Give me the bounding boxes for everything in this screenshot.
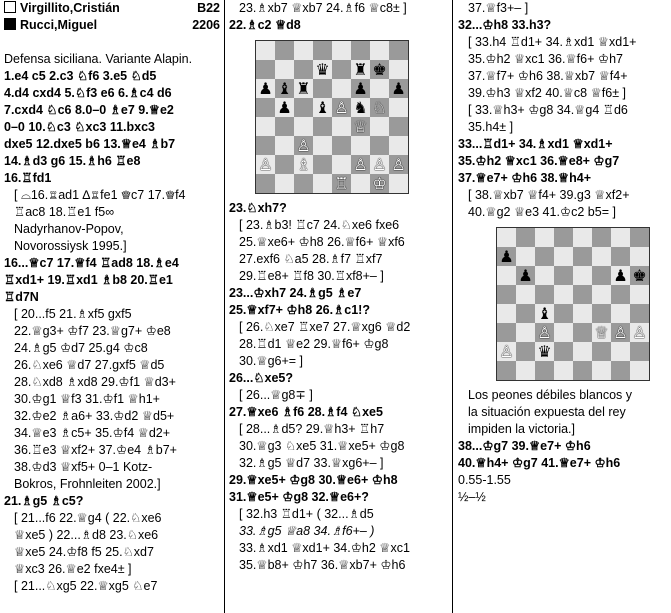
move-line: 37.♕e7+ ♔h6 38.♕h4+	[458, 171, 591, 185]
board-square	[573, 342, 592, 361]
board-square	[294, 136, 313, 155]
board-square	[351, 117, 370, 136]
move-line: ♖d7N	[4, 290, 39, 304]
move-line: ♕xe5 ) 22...♗d8 23.♘xe6	[14, 528, 159, 542]
chess-piece-icon: ♚	[632, 266, 647, 285]
move-line: 7.cxd4 ♘c6 8.0–0 ♗e7 9.♕e2	[4, 103, 174, 117]
move-line: 40.♕h4+ ♔g7 41.♕e7+ ♔h6	[458, 456, 621, 470]
board-square	[275, 60, 294, 79]
chess-piece-icon: ♞	[353, 98, 368, 117]
move-line: impiden la victoria.]	[468, 422, 575, 436]
board-square	[294, 79, 313, 98]
board-square	[611, 342, 630, 361]
move-line: 28.♖d1 ♕e2 29.♕f6+ ♔g8	[239, 337, 389, 351]
board-square	[611, 361, 630, 380]
move-line: 30.♔g1 ♕f3 31.♔f1 ♕h1+	[14, 392, 160, 406]
board-square	[592, 247, 611, 266]
col3-top-moves	[458, 0, 668, 221]
chess-piece-icon: ♟	[499, 247, 514, 266]
board-square	[256, 79, 275, 98]
board-square	[630, 247, 649, 266]
board-square	[294, 41, 313, 60]
move-line: 21.♗g5 ♗c5?	[4, 494, 84, 508]
board-square	[554, 285, 573, 304]
move-line: 16.♖fd1	[4, 171, 52, 185]
board-square	[554, 228, 573, 247]
move-line: 25.♕xf7+ ♔h8 26.♗c1!?	[229, 303, 370, 317]
chess-piece-icon: ♙	[334, 98, 349, 117]
col2-top-moves	[229, 0, 445, 34]
board-square	[516, 304, 535, 323]
move-line: 34.♕e3 ♗c5+ 35.♔f4 ♕d2+	[14, 426, 171, 440]
board-square	[294, 117, 313, 136]
column-1	[4, 0, 220, 613]
chess-diagram-1	[255, 40, 409, 194]
board-square	[497, 228, 516, 247]
move-line: 31.♕e5+ ♔g8 32.♕e6+?	[229, 490, 369, 504]
chess-diagram-2	[496, 227, 650, 381]
board-square	[554, 304, 573, 323]
board-square	[294, 98, 313, 117]
board-square	[275, 155, 294, 174]
board-square	[370, 41, 389, 60]
board-square	[370, 136, 389, 155]
move-line: 33.♗xd1 ♕xd1+ 34.♔h2 ♕xc1	[239, 541, 410, 555]
board-square	[573, 304, 592, 323]
chess-piece-icon: ♟	[353, 79, 368, 98]
move-line: [ 33.♕h3+ ♔g8 34.♕g4 ♖d6	[468, 103, 628, 117]
move-line: 0–0 10.♘c3 ♘xc3 11.bxc3	[4, 120, 156, 134]
white-player-name: Virgillito,Cristián	[20, 1, 120, 15]
move-line: [ 33.h4 ♖d1+ 34.♗xd1 ♕xd1+	[468, 35, 637, 49]
move-line: Los peones débiles blancos y	[468, 388, 633, 402]
move-line: ♖ac8 18.♖e1 f5∞	[14, 205, 115, 219]
move-line: [ 38.♕xb7 ♕f4+ 39.g3 ♕xf2+	[468, 188, 630, 202]
chess-piece-icon: ♙	[296, 136, 311, 155]
chess-piece-icon: ♛	[315, 60, 330, 79]
board-square	[370, 98, 389, 117]
move-line: 40.♕g2 ♕e3 41.♔c2 b5= ]	[468, 205, 616, 219]
board-square	[554, 342, 573, 361]
chess-piece-icon: ♘	[372, 98, 387, 117]
board-square	[497, 247, 516, 266]
move-line: 23.♘xh7?	[229, 201, 287, 215]
board-square	[535, 266, 554, 285]
board-square	[516, 323, 535, 342]
opening-name: Defensa siciliana. Variante Alapin.	[4, 52, 193, 66]
board-square	[389, 174, 408, 193]
board-square	[294, 60, 313, 79]
board-square	[313, 174, 332, 193]
board-square	[630, 323, 649, 342]
board-square	[516, 266, 535, 285]
move-line: 38.♔d3 ♕xf5+ 0–1 Kotz-	[14, 460, 153, 474]
board-square	[313, 98, 332, 117]
move-line: [ ⌓16.♖ad1 ∆♖fe1 ♕c7 17.♕f4	[14, 188, 186, 202]
move-line: 26...♘xe5?	[229, 371, 294, 385]
board-square	[389, 41, 408, 60]
board-square	[497, 285, 516, 304]
move-line: 35.♔h2 ♕xc1 36.♕e8+ ♔g7	[458, 154, 620, 168]
move-line: 27.exf6 ♘a5 28.♗f7 ♖xf7	[239, 252, 383, 266]
column-divider-2	[452, 0, 453, 613]
board-square	[630, 266, 649, 285]
move-line: 28.♘xd8 ♗xd8 29.♔f1 ♕d3+	[14, 375, 176, 389]
chess-piece-icon: ♚	[372, 60, 387, 79]
board-square	[497, 266, 516, 285]
board-square	[573, 266, 592, 285]
board-square	[370, 117, 389, 136]
board-square	[332, 41, 351, 60]
move-line: 33.♗g5 ♕a8 34.♗f6+– )	[239, 524, 375, 538]
board-square	[592, 323, 611, 342]
board-square	[313, 79, 332, 98]
board-square	[370, 174, 389, 193]
board-square	[535, 285, 554, 304]
chess-piece-icon: ♕	[353, 117, 368, 136]
board-square	[554, 361, 573, 380]
move-line: 30.♕g6+= ]	[239, 354, 304, 368]
move-line: 22.♕g3+ ♔f7 23.♕g7+ ♔e8	[14, 324, 171, 338]
board-square	[275, 41, 294, 60]
move-line: ½–½	[458, 490, 486, 504]
board-square	[389, 155, 408, 174]
board-square	[256, 155, 275, 174]
board-square	[516, 285, 535, 304]
board-square	[351, 98, 370, 117]
move-line: 16...♕c7 17.♕f4 ♖ad8 18.♗e4	[4, 256, 179, 270]
board-square	[573, 247, 592, 266]
move-line: [ 21...♘xg5 22.♕xg5 ♘e7	[14, 579, 158, 593]
move-line: 25.♕xe6+ ♔h8 26.♕f6+ ♕xf6	[239, 235, 405, 249]
board-square	[611, 304, 630, 323]
board-square	[497, 361, 516, 380]
move-line: [ 28...♗d5? 29.♕h3+ ♖h7	[239, 422, 385, 436]
move-line: [ 21...f6 22.♕g4 ( 22.♘xe6	[14, 511, 162, 525]
board-square	[332, 155, 351, 174]
board-square	[611, 247, 630, 266]
chess-piece-icon: ♖	[334, 174, 349, 193]
board-square	[573, 228, 592, 247]
board-square	[630, 304, 649, 323]
board-square	[516, 228, 535, 247]
board-square	[389, 79, 408, 98]
col1-moves	[4, 68, 220, 595]
chess-piece-icon: ♙	[391, 155, 406, 174]
board-square	[256, 117, 275, 136]
board-square	[256, 98, 275, 117]
board-square	[313, 155, 332, 174]
board-square	[516, 247, 535, 266]
board-square	[351, 136, 370, 155]
board-square	[611, 266, 630, 285]
move-line: Bokros, Frohnleiten 2002.]	[14, 477, 161, 491]
col3-bottom-moves	[458, 387, 668, 506]
board-square	[332, 136, 351, 155]
board-square	[351, 79, 370, 98]
board-square	[275, 98, 294, 117]
move-line: 38...♔g7 39.♕e7+ ♔h6	[458, 439, 591, 453]
col2-bottom-moves	[229, 200, 445, 574]
board-square	[554, 323, 573, 342]
move-line: 23...♔xh7 24.♗g5 ♗e7	[229, 286, 362, 300]
board-square	[592, 285, 611, 304]
move-line: 30.♕g3 ♘xe5 31.♕xe5+ ♔g8	[239, 439, 405, 453]
chess-piece-icon: ♙	[632, 323, 647, 342]
board-square	[535, 323, 554, 342]
move-line: 39.♔h3 ♕xf2 40.♕c8 ♕f6± ]	[468, 86, 627, 100]
move-line: [ 32.h3 ♖d1+ ( 32...♗d5	[239, 507, 374, 521]
move-line: 29.♕xe5+ ♔g8 30.♕e6+ ♔h8	[229, 473, 398, 487]
chess-piece-icon: ♙	[613, 323, 628, 342]
move-line: 37.♕f3+– ]	[468, 1, 529, 15]
board-square	[313, 60, 332, 79]
chess-piece-icon: ♟	[277, 98, 292, 117]
move-line: la situación expuesta del rey	[468, 405, 626, 419]
board-square	[370, 60, 389, 79]
move-line: 36.♖e3 ♕xf2+ 37.♔e4 ♗b7+	[14, 443, 177, 457]
chess-piece-icon: ♟	[258, 79, 273, 98]
black-player-row	[4, 17, 220, 34]
move-line: ♕xe5 24.♔f8 f5 25.♘xd7	[14, 545, 154, 559]
board-square	[313, 136, 332, 155]
board-square	[592, 361, 611, 380]
chess-piece-icon: ♝	[315, 98, 330, 117]
board-square	[370, 79, 389, 98]
move-line: 0.55-1.55	[458, 473, 511, 487]
board-square	[351, 174, 370, 193]
chess-piece-icon: ♜	[296, 79, 311, 98]
board-square	[275, 174, 294, 193]
black-player-elo: 2206	[192, 18, 220, 32]
board-square	[535, 228, 554, 247]
board-square	[630, 285, 649, 304]
chess-piece-icon: ♟	[391, 79, 406, 98]
move-line: 32...♔h8 33.h3?	[458, 18, 552, 32]
game-header	[4, 0, 220, 17]
chess-piece-icon: ♙	[353, 155, 368, 174]
move-line: ♖xd1+ 19.♖xd1 ♗b8 20.♖e1	[4, 273, 173, 287]
move-line: 32.♗g5 ♕d7 33.♕xg6+– ]	[239, 456, 384, 470]
board-square	[256, 41, 275, 60]
column-3	[458, 0, 668, 613]
board-square	[313, 41, 332, 60]
board-square	[332, 174, 351, 193]
chess-piece-icon: ♙	[537, 323, 552, 342]
move-line: 35.h4± ]	[468, 120, 514, 134]
move-line: Nadyrhanov-Popov,	[14, 222, 124, 236]
board-square	[313, 117, 332, 136]
board-square	[389, 117, 408, 136]
move-line: [ 26...♕g8∓ ]	[239, 388, 313, 402]
board-square	[592, 342, 611, 361]
move-line: dxe5 12.dxe5 b6 13.♕e4 ♗b7	[4, 137, 176, 151]
move-line: 35.♔h2 ♕xc1 36.♕f6+ ♔h7	[468, 52, 623, 66]
board-square	[573, 323, 592, 342]
board-square	[516, 342, 535, 361]
board-square	[370, 155, 389, 174]
chess-piece-icon: ♕	[594, 323, 609, 342]
board-square	[389, 98, 408, 117]
board-square	[351, 41, 370, 60]
move-line: 37.♕f7+ ♔h6 38.♕xb7 ♕f4+	[468, 69, 628, 83]
move-line: [ 26.♘xe7 ♖xe7 27.♕xg6 ♕d2	[239, 320, 411, 334]
chess-piece-icon: ♝	[277, 79, 292, 98]
move-line: 29.♖e8+ ♖f8 30.♖xf8+– ]	[239, 269, 384, 283]
board-square	[351, 155, 370, 174]
move-line: 27.♕xe6 ♗f6 28.♗f4 ♘xe5	[229, 405, 383, 419]
board-square	[389, 136, 408, 155]
move-line: [ 23.♗b3! ♖c7 24.♘xe6 fxe6	[239, 218, 400, 232]
chess-piece-icon: ♔	[372, 174, 387, 193]
chess-piece-icon: ♙	[258, 155, 273, 174]
move-line: [ 20...f5 21.♗xf5 gxf5	[14, 307, 132, 321]
board-square	[294, 155, 313, 174]
chess-piece-icon: ♛	[537, 342, 552, 361]
column-2	[229, 0, 445, 613]
move-line: 1.e4 c5 2.c3 ♘f6 3.e5 ♘d5	[4, 69, 157, 83]
chess-piece-icon: ♙	[372, 155, 387, 174]
board-square	[592, 304, 611, 323]
move-line: 23.♗xb7 ♕xb7 24.♗f6 ♕c8± ]	[239, 1, 407, 15]
move-line: 22.♗c2 ♕d8	[229, 18, 301, 32]
chess-piece-icon: ♗	[296, 155, 311, 174]
board-square	[516, 361, 535, 380]
move-line: 4.d4 cxd4 5.♘f3 e6 6.♗c4 d6	[4, 86, 172, 100]
board-square	[389, 60, 408, 79]
board-square	[535, 361, 554, 380]
board-square	[611, 285, 630, 304]
move-line: 35.♕b8+ ♔h7 36.♕xb7+ ♔h6	[239, 558, 406, 572]
board-square	[256, 174, 275, 193]
move-line: Novorossiysk 1995.]	[14, 239, 127, 253]
move-line: 14.♗d3 g6 15.♗h6 ♖e8	[4, 154, 141, 168]
chess-piece-icon: ♜	[353, 60, 368, 79]
move-line: 32.♔e2 ♗a6+ 33.♔d2 ♕d5+	[14, 409, 175, 423]
board-square	[630, 228, 649, 247]
eco-code: B22	[197, 1, 220, 15]
board-square	[535, 342, 554, 361]
column-divider-1	[224, 0, 225, 613]
chess-piece-icon: ♙	[499, 342, 514, 361]
board-square	[332, 98, 351, 117]
board-square	[630, 342, 649, 361]
board-square	[332, 60, 351, 79]
move-line: 24.♗g5 ♔d7 25.g4 ♔c8	[14, 341, 148, 355]
move-line: 26.♘xe6 ♕d7 27.gxf5 ♕d5	[14, 358, 165, 372]
board-square	[332, 117, 351, 136]
black-player-name: Rucci,Miguel	[20, 18, 98, 32]
board-square	[611, 323, 630, 342]
board-square	[554, 247, 573, 266]
board-square	[630, 361, 649, 380]
move-line: 33...♖d1+ 34.♗xd1 ♕xd1+	[458, 137, 613, 151]
board-square	[256, 60, 275, 79]
board-square	[554, 266, 573, 285]
chess-piece-icon: ♟	[518, 266, 533, 285]
white-square-icon	[4, 1, 16, 13]
board-square	[497, 304, 516, 323]
black-square-icon	[4, 18, 16, 30]
board-square	[535, 304, 554, 323]
board-square	[256, 136, 275, 155]
board-square	[592, 266, 611, 285]
board-square	[332, 79, 351, 98]
board-square	[592, 228, 611, 247]
move-line: ♕xc3 26.♕e2 fxe4± ]	[14, 562, 132, 576]
chess-piece-icon: ♝	[537, 304, 552, 323]
board-square	[573, 285, 592, 304]
board-square	[294, 174, 313, 193]
board-square	[497, 323, 516, 342]
board-square	[611, 228, 630, 247]
board-square	[275, 79, 294, 98]
board-square	[275, 136, 294, 155]
board-square	[573, 361, 592, 380]
chess-piece-icon: ♟	[613, 266, 628, 285]
board-square	[535, 247, 554, 266]
board-square	[275, 117, 294, 136]
board-square	[351, 60, 370, 79]
board-square	[497, 342, 516, 361]
